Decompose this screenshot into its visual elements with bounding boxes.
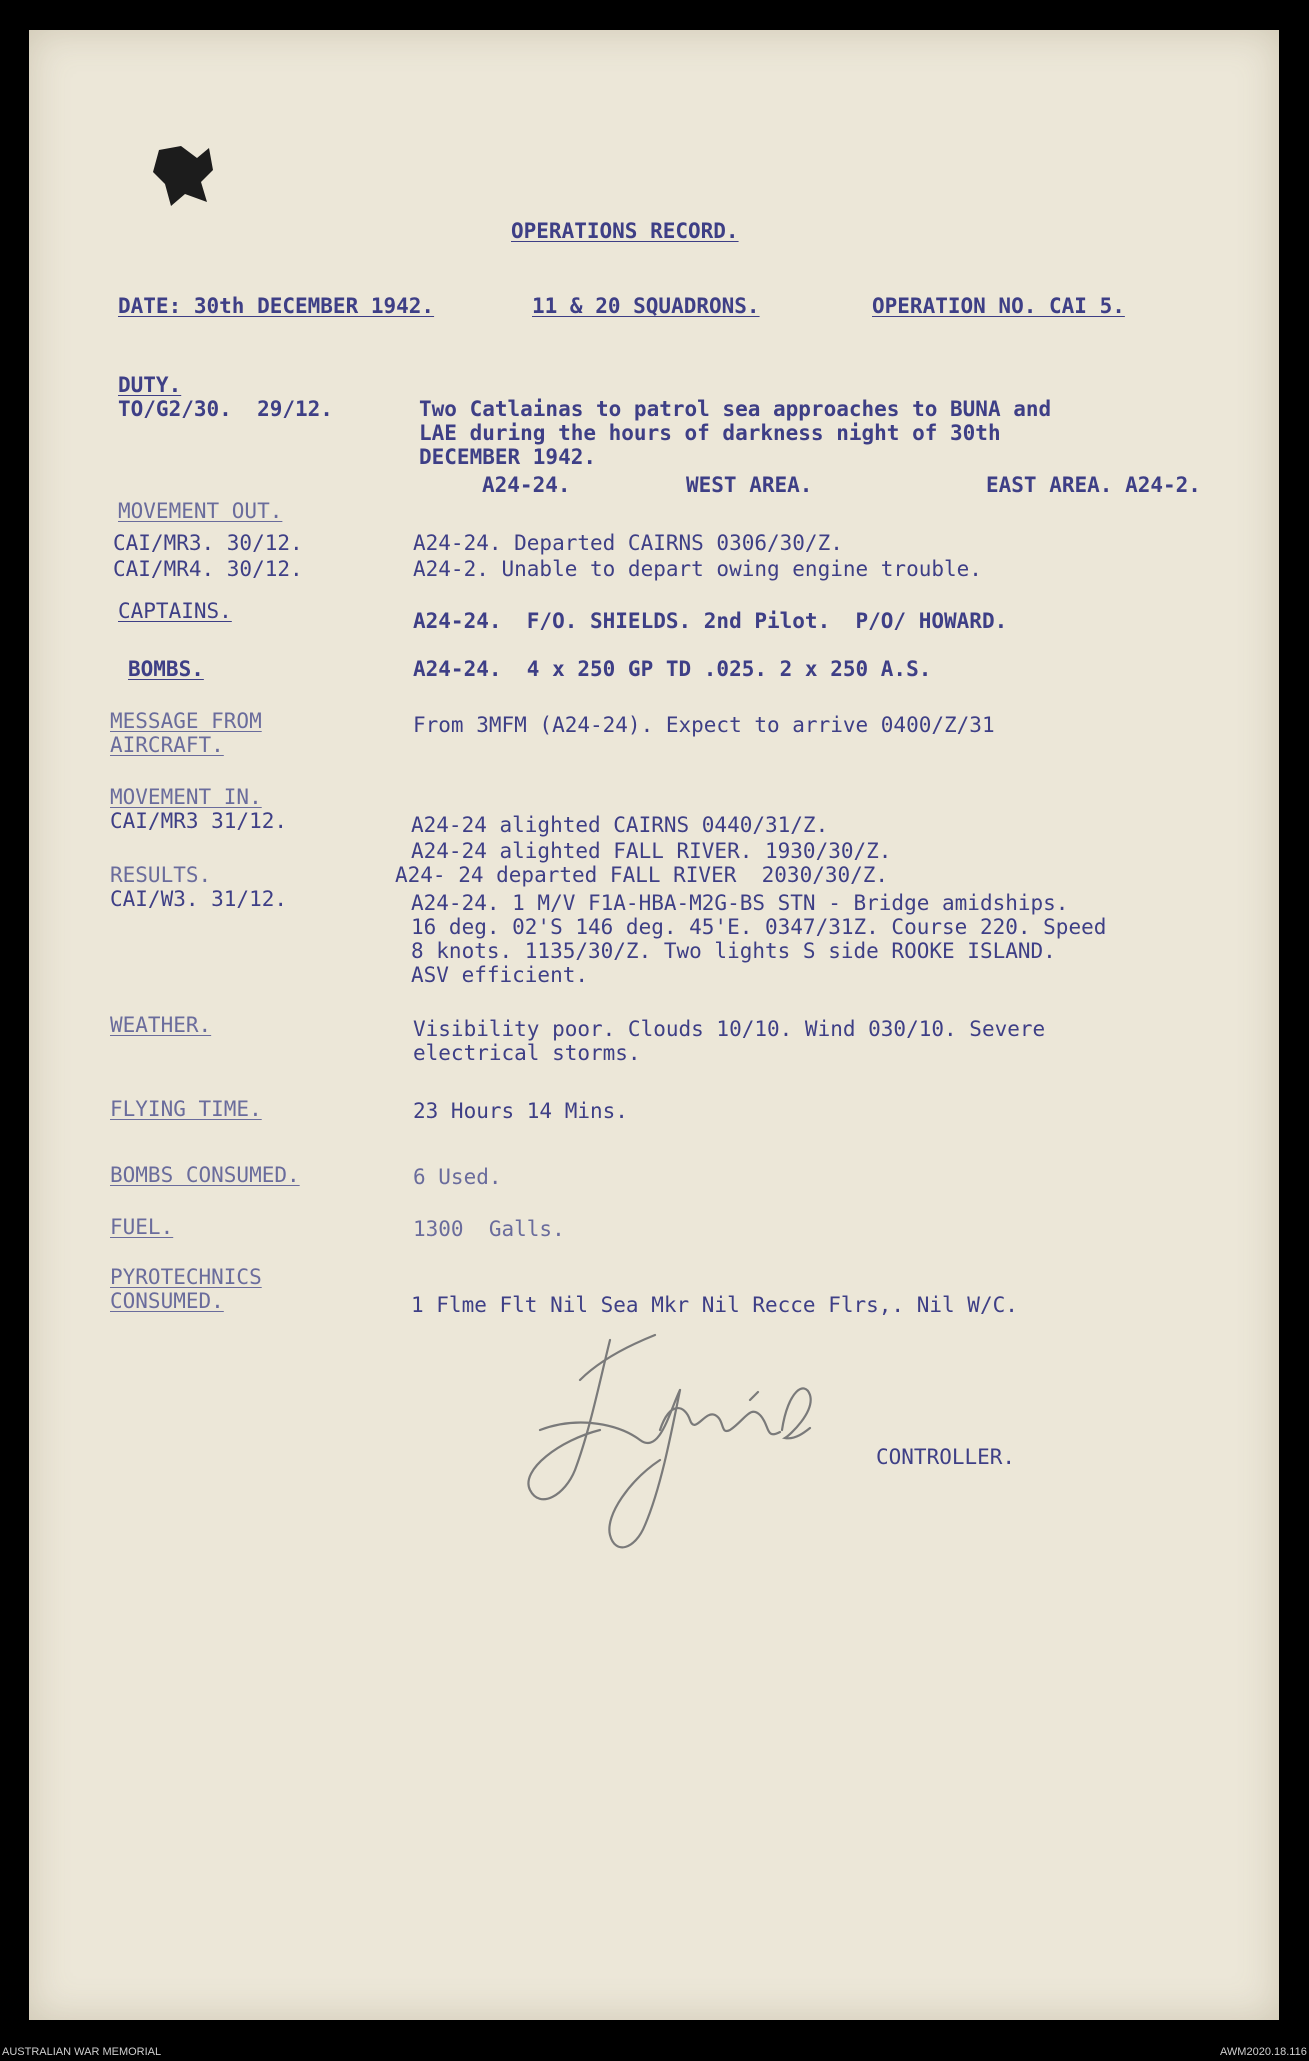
fuel-text: 1300 Galls. — [413, 1217, 565, 1241]
results-line-3: 8 knots. 1135/30/Z. Two lights S side ROOKE ISLAND. — [411, 939, 1056, 963]
header-operation-number: OPERATION NO. CAI 5. — [872, 294, 1125, 318]
results-line-4: ASV efficient. — [411, 963, 589, 987]
movement-out-label: MOVEMENT OUT. — [118, 499, 283, 523]
bombs-text: A24-24. 4 x 250 GP TD .025. 2 x 250 A.S. — [413, 657, 932, 681]
results-label: RESULTS. — [110, 863, 212, 887]
duty-line-2: LAE during the hours of darkness night of 30th — [419, 421, 1001, 445]
pyrotechnics-label-2: CONSUMED. — [110, 1289, 224, 1313]
paper-tear-mark — [151, 142, 221, 212]
pyrotechnics-label-1: PYROTECHNICS — [110, 1265, 262, 1289]
duty-line-3: DECEMBER 1942. — [419, 445, 597, 469]
results-reference: CAI/W3. 31/12. — [110, 887, 288, 911]
results-line-2: 16 deg. 02'S 146 deg. 45'E. 0347/31Z. Course 220. Speed — [411, 915, 1107, 939]
movement-out-ref-2: CAI/MR4. 30/12. — [113, 557, 303, 581]
movement-out-text-1: A24-24. Departed CAIRNS 0306/30/Z. — [413, 531, 843, 555]
message-label-1: MESSAGE FROM — [110, 709, 262, 733]
footer-accession-number: AWM2020.18.116 — [1220, 2046, 1307, 2058]
movement-in-line-3: A24- 24 departed FALL RIVER 2030/30/Z. — [395, 863, 889, 887]
weather-line-2: electrical storms. — [413, 1041, 641, 1065]
movement-in-line-1: A24-24 alighted CAIRNS 0440/31/Z. — [411, 813, 829, 837]
captains-label: CAPTAINS. — [118, 599, 232, 623]
weather-line-1: Visibility poor. Clouds 10/10. Wind 030/10. Severe — [413, 1017, 1046, 1041]
fuel-label: FUEL. — [110, 1215, 174, 1239]
header-squadrons: 11 & 20 SQUADRONS. — [532, 294, 760, 318]
duty-reference: TO/G2/30. 29/12. — [118, 397, 333, 421]
header-date: DATE: 30th DECEMBER 1942. — [118, 294, 435, 318]
duty-line-1: Two Catlainas to patrol sea approaches to BUNA and — [419, 397, 1052, 421]
movement-out-ref-1: CAI/MR3. 30/12. — [113, 531, 303, 555]
duty-west-aircraft: A24-24. — [482, 473, 571, 497]
controller-label: CONTROLLER. — [876, 1445, 1016, 1469]
flying-time-label: FLYING TIME. — [110, 1097, 262, 1121]
movement-in-reference: CAI/MR3 31/12. — [110, 809, 288, 833]
bombs-label: BOMBS. — [128, 657, 204, 681]
movement-in-label: MOVEMENT IN. — [110, 785, 262, 809]
flying-time-text: 23 Hours 14 Mins. — [413, 1099, 628, 1123]
bombs-consumed-label: BOMBS CONSUMED. — [110, 1163, 300, 1187]
duty-label: DUTY. — [118, 373, 182, 397]
duty-west-area: WEST AREA. — [686, 473, 813, 497]
bombs-consumed-text: 6 Used. — [413, 1165, 502, 1189]
movement-in-line-2: A24-24 alighted FALL RIVER. 1930/30/Z. — [411, 839, 892, 863]
footer-institution: AUSTRALIAN WAR MEMORIAL — [2, 2046, 162, 2058]
weather-label: WEATHER. — [110, 1013, 212, 1037]
document-title: OPERATIONS RECORD. — [511, 219, 739, 243]
captains-text: A24-24. F/O. SHIELDS. 2nd Pilot. P/O/ HOWARD. — [413, 609, 1008, 633]
pyrotechnics-text: 1 Flme Flt Nil Sea Mkr Nil Recce Flrs,. Nil W/C. — [411, 1293, 1018, 1317]
results-line-1: A24-24. 1 M/V F1A-HBA-M2G-BS STN - Bridge amidships. — [411, 891, 1069, 915]
message-text: From 3MFM (A24-24). Expect to arrive 0400/Z/31 — [413, 713, 995, 737]
controller-signature — [520, 1320, 880, 1560]
movement-out-text-2: A24-2. Unable to depart owing engine trouble. — [413, 557, 982, 581]
duty-east-area: EAST AREA. A24-2. — [986, 473, 1201, 497]
message-label-2: AIRCRAFT. — [110, 733, 224, 757]
